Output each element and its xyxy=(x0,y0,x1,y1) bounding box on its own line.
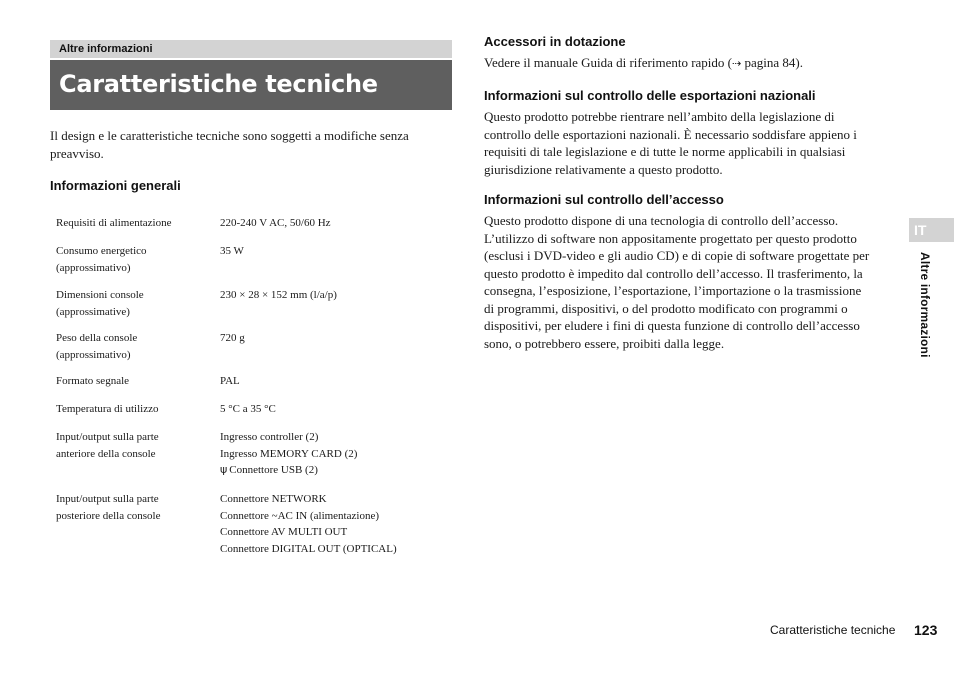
spec-value: 720 g xyxy=(220,332,245,344)
accessories-heading: Accessori in dotazione xyxy=(484,34,626,49)
spec-label: Peso della console (approssimativo) xyxy=(56,332,138,361)
side-section-label: Altre informazioni xyxy=(918,252,932,358)
section-label: Altre informazioni xyxy=(50,40,452,58)
usb-icon: ψ xyxy=(220,463,228,476)
spec-label: Consumo energetico (approssimativo) xyxy=(56,245,147,274)
access-control-text: Questo prodotto dispone di una tecnologia di controllo dell’accesso. L’utilizzo di software non appositamente progettato per questo prodotto (esclusi i DVD-video e gli audio CD) e di copie di software progettate per questo prodotto è impedito dal controllo dell’accesso. Il trasferimento, la consegna, l’esposizione, l’esportazione, l’importazione o la trasmissione di programmi, dispositivi, o del prodotto modificato con programmi o dispositivi, per eludere i fini di questa funzione di controllo dell’accesso sono, o potrebbero essere, proibiti dalla legge. xyxy=(484,213,870,351)
spec-label: Requisiti di alimentazione xyxy=(56,217,172,229)
accessories-text: Vedere il manuale Guida di riferimento rapido (⇢ pagina 84). xyxy=(484,55,803,70)
footer-title: Caratteristiche tecniche xyxy=(770,623,896,637)
spec-label: Input/output sulla parte posteriore della console xyxy=(56,493,161,522)
export-control-text: Questo prodotto potrebbe rientrare nell’ambito della legislazione di controllo delle esportazioni nazionali. È necessario soddisfare appieno i requisiti di tale legislazione e di tutte le norme applicabili in qualsiasi giurisdizione relativamente a questo prodotto. xyxy=(484,109,857,177)
export-control-heading: Informazioni sul controllo delle esportazioni nazionali xyxy=(484,88,816,103)
access-control-heading: Informazioni sul controllo dell’accesso xyxy=(484,192,724,207)
spec-label: Dimensioni console (approssimative) xyxy=(56,289,144,318)
spec-value: Ingresso controller (2) Ingresso MEMORY CARD (2) ψ Connettore USB (2) xyxy=(220,431,358,476)
spec-value: 230 × 28 × 152 mm (l/a/p) xyxy=(220,289,337,301)
page-number: 123 xyxy=(914,622,938,638)
spec-label: Formato segnale xyxy=(56,375,130,387)
intro-text: Il design e le caratteristiche tecniche sono soggetti a modifiche senza preavviso. xyxy=(50,128,409,161)
spec-value: Connettore NETWORK Connettore ~AC IN (alimentazione) Connettore AV MULTI OUT Connettore DIGITAL OUT (OPTICAL) xyxy=(220,493,397,555)
spec-value: 5 °C a 35 °C xyxy=(220,403,276,415)
language-tab: IT xyxy=(909,218,954,242)
general-info-heading: Informazioni generali xyxy=(50,178,181,193)
arrow-right-icon: ⇢ xyxy=(732,57,742,70)
spec-value: PAL xyxy=(220,375,240,387)
spec-label: Input/output sulla parte anteriore della console xyxy=(56,431,159,460)
page-title: Caratteristiche tecniche xyxy=(50,60,452,110)
spec-value: 35 W xyxy=(220,245,244,257)
spec-label: Temperatura di utilizzo xyxy=(56,403,159,415)
spec-value: 220-240 V AC, 50/60 Hz xyxy=(220,217,331,229)
